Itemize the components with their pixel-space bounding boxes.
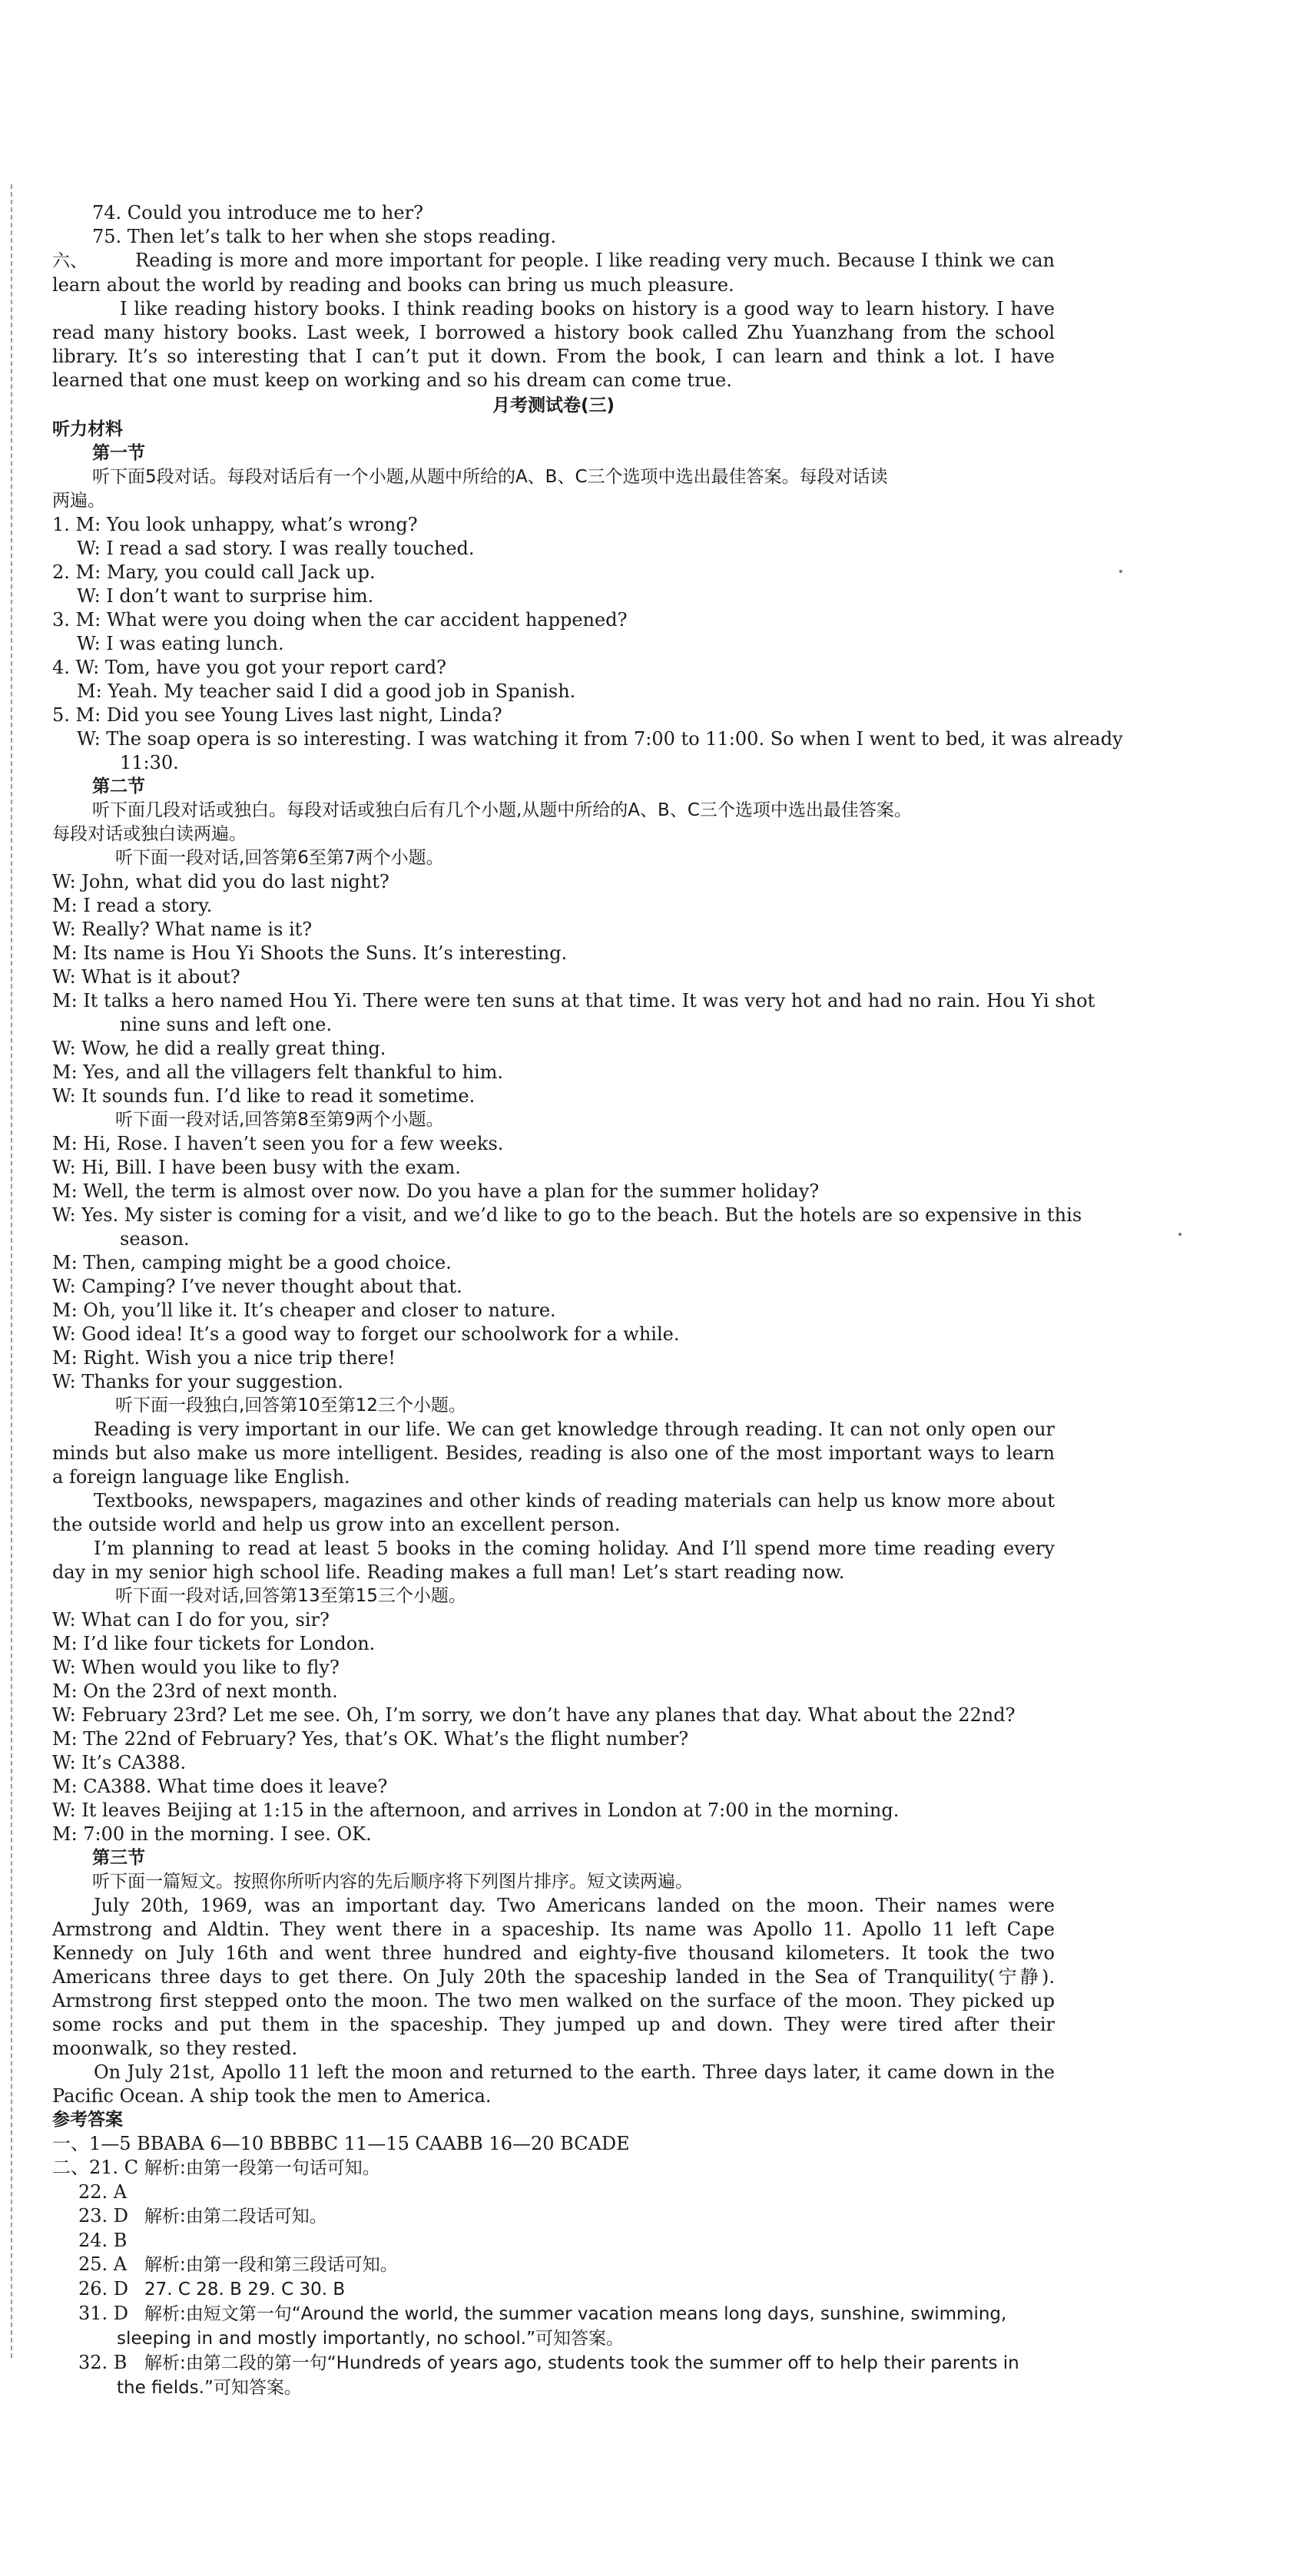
- dialogue-line: W: February 23rd? Let me see. Oh, I’m sorry, we don’t have any planes that day. What about the 22nd?: [52, 1704, 1016, 1726]
- dialogue1: [52, 870, 1095, 1108]
- dialogue-line: W: Really? What name is it?: [52, 919, 313, 940]
- answer-74: 74. Could you introduce me to her?: [92, 202, 423, 223]
- dialogue-line: W: It’s CA388.: [52, 1752, 187, 1773]
- dialogue-line: 3. M: What were you doing when the car accident happened?: [52, 609, 628, 631]
- dialogue-line: W: Wow, he did a really great thing.: [52, 1038, 386, 1059]
- scan-speck: [1119, 570, 1122, 573]
- answer-page: [52, 201, 1123, 2400]
- passage-paragraph-2: On July 21st, Apollo 11 left the moon and returned to the earth. Three days later, it came down in the Pacific Ocean. A ship took the men to America.: [52, 2061, 1055, 2107]
- answer-explanation: 解析:由短文第一句“Around the world, the summer vacation means long days, sunshine, swimming,: [144, 2304, 1007, 2324]
- answer-row: [52, 2204, 1055, 2229]
- answer-row: [52, 2180, 1055, 2204]
- dialogue-line: M: Yeah. My teacher said I did a good job in Spanish.: [77, 680, 576, 702]
- dialogue2-intro: 听下面一段对话,回答第8至第9两个小题。: [115, 1110, 444, 1130]
- dialogue-line: W: Yes. My sister is coming for a visit, and we’d like to go to the beach. But the hotels are so expensive in this: [52, 1204, 1082, 1226]
- dialogue-line: W: What can I do for you, sir?: [52, 1609, 330, 1631]
- answer-row: [52, 2302, 1055, 2326]
- scan-speck: [1178, 1233, 1181, 1236]
- dialogue-line: W: I was eating lunch.: [77, 633, 284, 654]
- answer-explanation: 27. C 28. B 29. C 30. B: [144, 2280, 346, 2300]
- answer-row: [52, 2351, 1055, 2376]
- dialogue-line: W: Good idea! It’s a good way to forget our schoolwork for a while.: [52, 1323, 680, 1345]
- dialogue-line: W: What is it about?: [52, 966, 240, 988]
- answer-row: [52, 2156, 1055, 2180]
- dialogue-line: M: Its name is Hou Yi Shoots the Suns. It’s interesting.: [52, 942, 568, 964]
- answer-key: 二、21. C: [52, 2157, 139, 2178]
- part2-heading: 第二节: [92, 776, 145, 796]
- dialogue-line: M: It talks a hero named Hou Yi. There were ten suns at that time. It was very hot and had no rain. Hou Yi shot: [52, 990, 1095, 1012]
- dialogue-line: W: It leaves Beijing at 1:15 in the afternoon, and arrives in London at 7:00 in the morning.: [52, 1800, 900, 1821]
- section-title: 月考测试卷(三): [492, 396, 615, 416]
- dialogue-line: M: On the 23rd of next month.: [52, 1680, 338, 1702]
- dialogue-line: M: Oh, you’ll like it. It’s cheaper and closer to nature.: [52, 1300, 556, 1321]
- dialogue-line: M: CA388. What time does it leave?: [52, 1776, 388, 1797]
- dialogue-line: M: Well, the term is almost over now. Do you have a plan for the summer holiday?: [52, 1180, 820, 1202]
- answer-key: 32. B: [78, 2352, 128, 2373]
- part1-dialogues: [52, 513, 1123, 775]
- answer-key: 26. D: [78, 2278, 129, 2300]
- answer-explanation: 解析:由第一段第一句话可知。: [144, 2158, 380, 2178]
- part2-instruction-cont: 每段对话或独白读两遍。: [52, 824, 247, 844]
- dialogue1-intro: 听下面一段对话,回答第6至第7两个小题。: [115, 848, 444, 868]
- dialogue-line: M: Yes, and all the villagers felt thankful to him.: [52, 1061, 504, 1083]
- part1-instruction-cont: 两遍。: [52, 491, 105, 511]
- part1-heading: 第一节: [92, 443, 145, 463]
- dialogue2: [52, 1132, 1082, 1394]
- dialogue-line: W: It sounds fun. I’d like to read it sometime.: [52, 1085, 476, 1107]
- dialogue3-intro: 听下面一段对话,回答第13至第15三个小题。: [115, 1586, 466, 1606]
- answer-row: [52, 2376, 1055, 2400]
- answer-key: 24. B: [78, 2230, 128, 2251]
- binding-margin-line: [11, 184, 12, 2358]
- monologue-intro: 听下面一段独白,回答第10至第12三个小题。: [115, 1396, 466, 1415]
- dialogue-line: W: I don’t want to surprise him.: [77, 585, 374, 607]
- dialogue-line: M: I read a story.: [52, 895, 213, 916]
- dialogue-line: M: Hi, Rose. I haven’t seen you for a few weeks.: [52, 1133, 504, 1154]
- answer-row: [52, 2229, 1055, 2253]
- monologue-paragraph-3: I’m planning to read at least 5 books in the coming holiday. And I’ll spend more time reading every day in my senior high school life. Reading makes a full man! Let’s start reading now.: [52, 1538, 1055, 1583]
- monologue-paragraph-1: Reading is very important in our life. We can get knowledge through reading. It can not only open our minds but also make us more intelligent. Besides, reading is also one of the most important ways to learn a foreign language like English.: [52, 1419, 1055, 1488]
- dialogue-line: 5. M: Did you see Young Lives last night, Linda?: [52, 704, 502, 726]
- answer-key: 23. D: [78, 2205, 129, 2227]
- part3-instruction: 听下面一篇短文。按照你所听内容的先后顺序将下列图片排序。短文读两遍。: [92, 1872, 693, 1892]
- answers-heading: 参考答案: [52, 2110, 123, 2130]
- part2-instruction: 听下面几段对话或独白。每段对话或独白后有几个小题,从题中所给的A、B、C三个选项中选出最佳答案。: [92, 800, 912, 820]
- dialogue-line: W: Camping? I’ve never thought about that.: [52, 1276, 462, 1297]
- answer-row: [52, 2253, 1055, 2277]
- answer-explanation: 解析:由第二段话可知。: [144, 2207, 327, 2227]
- dialogue-line: W: When would you like to fly?: [52, 1657, 340, 1678]
- dialogue-line: W: Hi, Bill. I have been busy with the exam.: [52, 1157, 461, 1178]
- passage-paragraph-1: July 20th, 1969, was an important day. Two Americans landed on the moon. Their names were Armstrong and Aldtin. They went there in a spaceship. Its name was Apollo 11. Apollo 11 left Cape Kennedy on July 16th and went three hundred and eighty-five thousand kilometers. It took the two Americans three days to get there. On July 20th the spaceship landed in the Sea of Tranquility(宁静). Armstrong first stepped onto the moon. The two men walked on the surface of the moon. They picked up some rocks and put them in the spaceship. They jumped up and down. They were tired after their moonwalk, so they rested.: [52, 1895, 1055, 2059]
- dialogue-line: M: Right. Wish you a nice trip there!: [52, 1347, 396, 1369]
- answers-list: [52, 2156, 1055, 2400]
- dialogue-line: W: I read a sad story. I was really touched.: [77, 538, 475, 559]
- dialogue-line: 11:30.: [120, 752, 179, 773]
- answer-key: 22. A: [78, 2181, 128, 2203]
- dialogue-line: M: The 22nd of February? Yes, that’s OK. What’s the flight number?: [52, 1728, 689, 1750]
- answer-explanation: the fields.”可知答案。: [117, 2378, 302, 2398]
- dialogue-line: 2. M: Mary, you could call Jack up.: [52, 561, 376, 583]
- dialogue-line: season.: [120, 1228, 190, 1250]
- part3-heading: 第三节: [92, 1848, 145, 1868]
- dialogue-line: W: The soap opera is so interesting. I was watching it from 7:00 to 11:00. So when I went to bed, it was already: [77, 728, 1123, 750]
- dialogue-line: W: Thanks for your suggestion.: [52, 1371, 343, 1392]
- answer-explanation: 解析:由第一段和第三段话可知。: [144, 2255, 398, 2275]
- essay-paragraph-2: I like reading history books. I think reading books on history is a good way to learn history. I have read many history books. Last week, I borrowed a history book called Zhu Yuanzhang from the school library. It’s so interesting that I can’t put it down. From the book, I can learn and think a lot. I have learned that one must keep on working and so his dream can come true.: [52, 298, 1055, 391]
- dialogue3: [52, 1608, 1055, 1846]
- answer-key: 25. A: [78, 2253, 128, 2275]
- essay-paragraph-1: 六、 Reading is more and more important for people. I like reading very much. Because I think we can learn about the world by reading and books can bring us much pleasure.: [52, 250, 1055, 296]
- answers-row-1: 一、1—5 BBABA 6—10 BBBBC 11—15 CAABB 16—20 BCADE: [52, 2133, 630, 2154]
- dialogue-line: M: I’d like four tickets for London.: [52, 1633, 376, 1654]
- dialogue-line: 1. M: You look unhappy, what’s wrong?: [52, 514, 418, 535]
- answer-explanation: sleeping in and mostly importantly, no school.”可知答案。: [117, 2329, 624, 2349]
- listening-heading: 听力材料: [52, 419, 123, 439]
- answer-row: [52, 2326, 1055, 2351]
- part1-instruction: 听下面5段对话。每段对话后有一个小题,从题中所给的A、B、C三个选项中选出最佳答案。每段对话读: [92, 467, 888, 487]
- dialogue-line: M: 7:00 in the morning. I see. OK.: [52, 1823, 372, 1845]
- dialogue-line: W: John, what did you do last night?: [52, 871, 389, 892]
- dialogue-line: 4. W: Tom, have you got your report card?: [52, 657, 447, 678]
- dialogue-line: M: Then, camping might be a good choice.: [52, 1252, 452, 1273]
- answer-key: 31. D: [78, 2303, 129, 2324]
- answer-row: [52, 2277, 1055, 2302]
- monologue-paragraph-2: Textbooks, newspapers, magazines and other kinds of reading materials can help us know more about the outside world and help us grow into an excellent person.: [52, 1490, 1055, 1535]
- dialogue-line: nine suns and left one.: [120, 1014, 333, 1035]
- answer-75: 75. Then let’s talk to her when she stops reading.: [92, 226, 557, 247]
- answer-explanation: 解析:由第二段的第一句“Hundreds of years ago, students took the summer off to help their parents in: [144, 2353, 1019, 2373]
